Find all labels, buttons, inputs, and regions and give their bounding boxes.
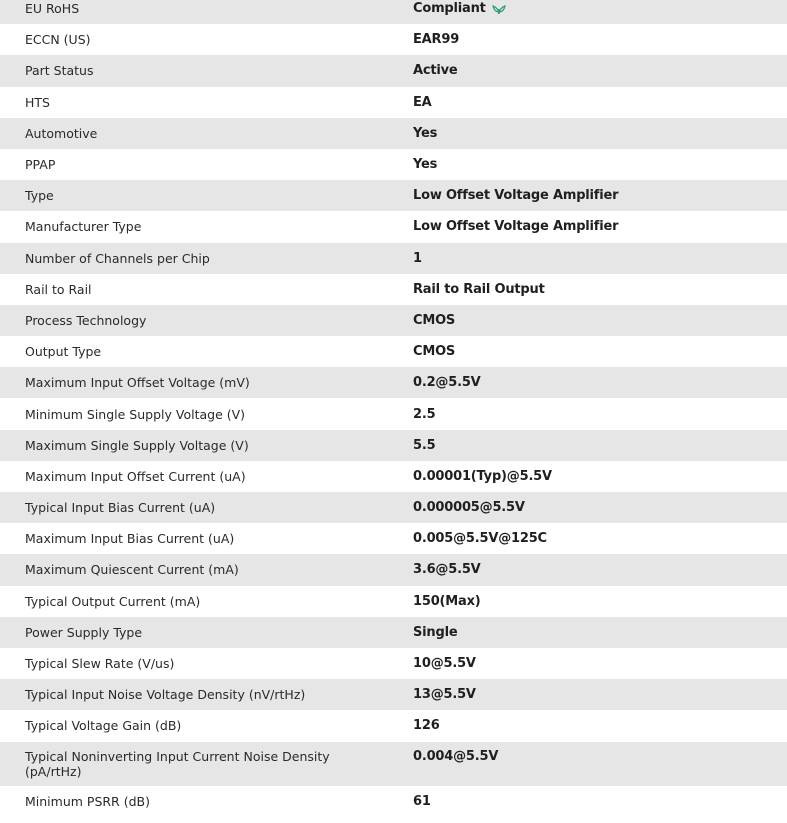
spec-value: CMOS (413, 312, 456, 328)
spec-row-manufacturer-type (0, 211, 787, 242)
spec-value: 1 (413, 250, 422, 266)
spec-label: Automotive (25, 125, 98, 141)
spec-value: 13@5.5V (413, 687, 476, 703)
spec-row-hts (0, 87, 787, 118)
spec-row-max-input-bias-current (0, 523, 787, 554)
spec-row-rail-to-rail (0, 274, 787, 305)
spec-label: Part Status (25, 63, 94, 79)
spec-row-max-input-offset-current (0, 461, 787, 492)
spec-label: Manufacturer Type (25, 219, 142, 235)
spec-label: ECCN (US) (25, 32, 91, 48)
spec-row-max-input-offset-voltage (0, 367, 787, 398)
spec-row-automotive (0, 118, 787, 149)
spec-value-text: Compliant (413, 1, 486, 17)
spec-label: PPAP (25, 157, 56, 173)
spec-row-min-psrr (0, 786, 787, 817)
spec-value: Rail to Rail Output (413, 281, 545, 297)
spec-value: 3.6@5.5V (413, 562, 481, 578)
spec-value: 0.2@5.5V (413, 375, 481, 391)
spec-value: Yes (413, 157, 438, 173)
spec-label: Maximum Quiescent Current (mA) (25, 562, 239, 578)
spec-row-process-technology (0, 305, 787, 336)
spec-label: Typical Output Current (mA) (25, 593, 201, 609)
spec-row-typ-input-bias-current (0, 492, 787, 523)
spec-value: 5.5 (413, 437, 436, 453)
spec-value: Active (413, 63, 458, 79)
spec-value: Yes (413, 125, 438, 141)
spec-row-typ-noninverting-current-noise (0, 742, 787, 786)
spec-label: Process Technology (25, 312, 147, 328)
spec-label: Rail to Rail (25, 281, 92, 297)
spec-value: 0.000005@5.5V (413, 500, 525, 516)
spec-label: Maximum Input Offset Voltage (mV) (25, 375, 250, 391)
spec-row-output-type (0, 336, 787, 367)
spec-value: 0.004@5.5V (413, 748, 499, 764)
spec-value: 0.00001(Typ)@5.5V (413, 468, 552, 484)
spec-value: Single (413, 624, 458, 640)
spec-label: Output Type (25, 344, 102, 360)
leaf-icon (492, 3, 506, 15)
spec-value: Low Offset Voltage Amplifier (413, 188, 619, 204)
spec-row-typ-output-current (0, 586, 787, 617)
spec-value: EAR99 (413, 32, 460, 48)
spec-label: Typical Input Bias Current (uA) (25, 500, 216, 516)
spec-value: 61 (413, 793, 431, 809)
spec-row-max-quiescent-current (0, 554, 787, 585)
spec-label: Typical Input Noise Voltage Density (nV/rtHz) (25, 687, 306, 703)
spec-row-type (0, 180, 787, 211)
spec-row-typ-input-noise-voltage (0, 679, 787, 710)
spec-row-max-single-supply-voltage (0, 430, 787, 461)
spec-row-part-status (0, 55, 787, 86)
spec-label: Minimum Single Supply Voltage (V) (25, 406, 246, 422)
spec-label: Typical Noninverting Input Current Noise Density (pA/rtHz) (25, 748, 330, 779)
spec-label: EU RoHS (25, 1, 80, 17)
spec-value: 150(Max) (413, 593, 481, 609)
spec-label: Maximum Input Offset Current (uA) (25, 468, 246, 484)
spec-value (387, 1, 787, 16)
spec-label: Maximum Input Bias Current (uA) (25, 531, 235, 547)
spec-label: HTS (25, 94, 50, 110)
spec-value: 0.005@5.5V@125C (413, 531, 547, 547)
spec-row-eccn (0, 24, 787, 55)
spec-label: Number of Channels per Chip (25, 250, 210, 266)
spec-value: EA (413, 94, 432, 110)
spec-label: Power Supply Type (25, 624, 143, 640)
spec-value: 10@5.5V (413, 656, 476, 672)
spec-value: Low Offset Voltage Amplifier (413, 219, 619, 235)
spec-row-min-single-supply-voltage (0, 398, 787, 429)
spec-row-typ-slew-rate (0, 648, 787, 679)
spec-label: Typical Slew Rate (V/us) (25, 656, 175, 672)
spec-label: Maximum Single Supply Voltage (V) (25, 437, 249, 453)
spec-row-eu-rohs (0, 0, 787, 24)
spec-value: CMOS (413, 344, 456, 360)
spec-label: Minimum PSRR (dB) (25, 793, 150, 809)
spec-label: Type (25, 188, 54, 204)
spec-row-typ-voltage-gain (0, 710, 787, 741)
spec-value: 126 (413, 718, 440, 734)
spec-row-power-supply-type (0, 617, 787, 648)
spec-row-ppap (0, 149, 787, 180)
spec-label: Typical Voltage Gain (dB) (25, 718, 182, 734)
spec-row-channels (0, 243, 787, 274)
spec-value: 2.5 (413, 406, 436, 422)
